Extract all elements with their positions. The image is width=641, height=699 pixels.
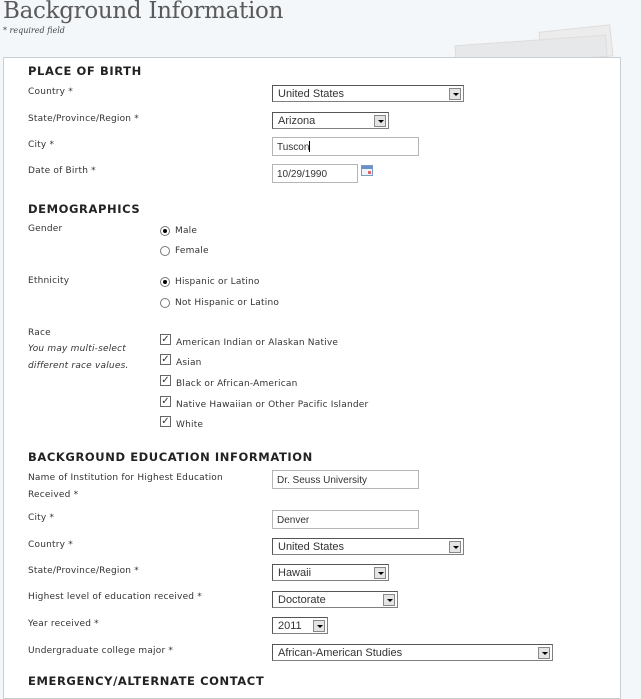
- checkbox-checked[interactable]: ✓: [161, 333, 170, 345]
- city-label: City *: [28, 140, 55, 150]
- radio-button[interactable]: [160, 298, 170, 308]
- edu-state-select[interactable]: [272, 564, 389, 581]
- race-option[interactable]: [160, 330, 338, 348]
- ethnicity-option-hispanic[interactable]: [160, 277, 260, 287]
- city-value: Tuscon: [277, 142, 310, 153]
- year-select[interactable]: [272, 617, 328, 634]
- major-select[interactable]: [272, 644, 553, 661]
- required-field-note: * required field: [3, 26, 65, 35]
- edu-city-label: City *: [28, 513, 55, 523]
- option-label: Native Hawaiian or Other Pacific Islander: [176, 400, 369, 410]
- checkbox-checked[interactable]: ✓: [161, 374, 170, 386]
- option-label: White: [176, 420, 204, 430]
- option-label: Not Hispanic or Latino: [175, 298, 280, 308]
- state-value: Arizona: [278, 115, 316, 127]
- calendar-icon[interactable]: [361, 165, 373, 176]
- edu-state-label: State/Province/Region *: [28, 566, 139, 576]
- select-value: Doctorate: [278, 594, 326, 606]
- chevron-down-icon: [374, 567, 386, 579]
- state-label: State/Province/Region *: [28, 114, 139, 124]
- major-label: Undergraduate college major *: [28, 646, 174, 656]
- race-option[interactable]: [160, 371, 298, 389]
- radio-button[interactable]: [160, 277, 170, 287]
- radio-button[interactable]: [160, 246, 170, 256]
- select-value: United States: [278, 541, 345, 553]
- race-option[interactable]: [160, 392, 368, 410]
- option-label: Male: [175, 226, 198, 236]
- gender-label: Gender: [28, 224, 63, 234]
- dob-input[interactable]: 10/29/1990: [272, 164, 358, 183]
- institution-input[interactable]: Dr. Seuss University: [272, 470, 419, 489]
- edu-country-select[interactable]: [272, 538, 464, 555]
- race-option[interactable]: [160, 412, 203, 430]
- option-label: Female: [175, 246, 209, 256]
- race-option[interactable]: [160, 350, 202, 368]
- edu-level-label: Highest level of education received *: [28, 592, 202, 602]
- chevron-down-icon: [449, 88, 461, 100]
- radio-button[interactable]: [160, 226, 170, 236]
- page-title: Background Information: [3, 0, 284, 24]
- chevron-down-icon: [538, 647, 550, 659]
- option-label: Black or African-American: [176, 379, 298, 389]
- section-heading-education: BACKGROUND EDUCATION INFORMATION: [28, 450, 313, 464]
- dob-label: Date of Birth *: [28, 166, 96, 176]
- select-value: 2011: [278, 620, 302, 632]
- state-select[interactable]: [272, 112, 389, 129]
- text-cursor: [309, 141, 310, 152]
- chevron-down-icon: [449, 541, 461, 553]
- ethnicity-label: Ethnicity: [28, 276, 70, 286]
- country-value: United States: [278, 88, 345, 100]
- year-label: Year received *: [28, 619, 99, 629]
- option-label: Hispanic or Latino: [175, 277, 260, 287]
- chevron-down-icon: [313, 620, 325, 632]
- checkbox-checked[interactable]: ✓: [161, 353, 170, 365]
- checkbox-checked[interactable]: ✓: [161, 395, 170, 407]
- country-select[interactable]: [272, 85, 464, 102]
- race-hint: different race values.: [28, 361, 129, 371]
- section-heading-place-of-birth: PLACE OF BIRTH: [28, 64, 142, 78]
- chevron-down-icon: [383, 594, 395, 606]
- gender-option-female[interactable]: [160, 246, 209, 256]
- edu-level-select[interactable]: [272, 591, 398, 608]
- institution-label: Received *: [28, 490, 79, 500]
- section-heading-emergency: EMERGENCY/ALTERNATE CONTACT: [28, 674, 265, 688]
- ethnicity-option-not-hispanic[interactable]: [160, 298, 279, 308]
- gender-option-male[interactable]: [160, 226, 197, 236]
- chevron-down-icon: [374, 115, 386, 127]
- edu-city-input[interactable]: Denver: [272, 510, 419, 529]
- race-hint: You may multi-select: [28, 344, 127, 354]
- edu-country-label: Country *: [28, 540, 73, 550]
- checkbox-checked[interactable]: ✓: [161, 415, 170, 427]
- country-label: Country *: [28, 87, 73, 97]
- select-value: Hawaii: [278, 567, 312, 579]
- city-input[interactable]: [272, 137, 419, 156]
- option-label: Asian: [176, 358, 202, 368]
- option-label: American Indian or Alaskan Native: [176, 338, 339, 348]
- institution-label: Name of Institution for Highest Education: [28, 473, 223, 483]
- race-label: Race: [28, 328, 51, 338]
- section-heading-demographics: DEMOGRAPHICS: [28, 202, 141, 216]
- select-value: African-American Studies: [278, 647, 403, 659]
